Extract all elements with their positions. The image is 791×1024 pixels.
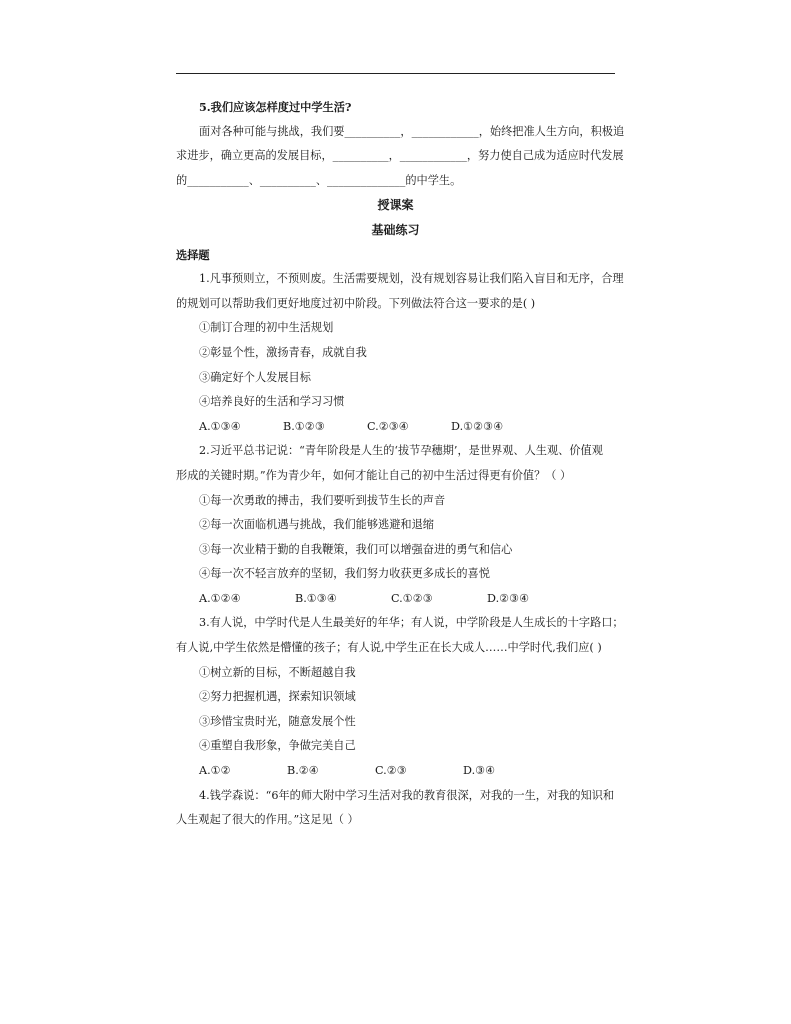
option-d: D.②③④ <box>487 591 530 605</box>
statement-item: ④培养良好的生活和学习习惯 <box>199 395 345 409</box>
statement-item: ②彰显个性，激扬青春，成就自我 <box>199 345 367 359</box>
option-b: B.①②③ <box>283 419 325 433</box>
document-content <box>176 95 625 833</box>
question-4 <box>176 784 615 833</box>
question-stem-line: 3.有人说，中学时代是人生最美好的年华；有人说，中学阶段是人生成长的十字路口； <box>199 616 624 630</box>
heading-lesson-plan: 授课案 <box>377 198 414 213</box>
statement-item: ④重塑自我形象，争做完美自己 <box>199 739 356 753</box>
header-rule <box>176 73 615 74</box>
question-stem-line: 形成的关键时期。”作为青少年，如何才能让自己的初中生活过得更有价值？（ ） <box>176 468 572 482</box>
question-2 <box>176 439 615 611</box>
question-3 <box>176 611 624 783</box>
statement-item: ③确定好个人发展目标 <box>199 370 311 384</box>
statement-item: ④每一次不轻言放弃的坚韧，我们努力收获更多成长的喜悦 <box>199 567 490 581</box>
q5-line-1: 面对各种可能与挑战，我们要__________，____________，始终把准人生方向，积极追 <box>199 124 625 138</box>
option-c: C.②③④ <box>367 419 409 433</box>
question-stem-line: 人生观起了很大的作用。”这足见（ ） <box>176 813 359 827</box>
answer-options <box>176 759 615 784</box>
option-a: A.①②④ <box>199 591 241 605</box>
option-b: B.①③④ <box>295 591 337 605</box>
option-c: C.②③ <box>375 764 407 778</box>
question-stem-line: 的规划可以帮助我们更好地度过初中阶段。下列做法符合这一要求的是( ) <box>176 296 536 310</box>
option-b: B.②④ <box>287 764 319 778</box>
q5-title: 5.我们应该怎样度过中学生活? <box>199 100 352 114</box>
option-c: C.①②③ <box>391 591 433 605</box>
statement-item: ①树立新的目标，不断超越自我 <box>199 665 356 679</box>
statement-item: ①每一次勇敢的搏击，我们要听到拔节生长的声音 <box>199 493 446 507</box>
statement-item: ①制订合理的初中生活规划 <box>199 321 334 335</box>
option-d: D.③④ <box>463 764 496 778</box>
question-stem-line: 1.凡事预则立，不预则废。生活需要规划，没有规划容易让我们陷入盲目和无序，合理 <box>199 272 624 286</box>
answer-options <box>176 587 615 612</box>
statement-item: ②每一次面临机遇与挑战，我们能够逃避和退缩 <box>199 518 434 532</box>
answer-options <box>176 415 615 440</box>
statement-item: ②努力把握机遇，探索知识领域 <box>199 690 356 704</box>
question-stem-line: 2.习近平总书记说：“青年阶段是人生的‘拔节孕穗期’，是世界观、人生观、价值观 <box>199 444 603 458</box>
option-a: A.①② <box>199 764 231 778</box>
question-1 <box>176 267 624 439</box>
heading-basic-practice: 基础练习 <box>371 222 420 237</box>
statement-item: ③每一次业精于勤的自我鞭策，我们可以增强奋进的勇气和信心 <box>199 542 513 556</box>
section-label: 选择题 <box>176 247 210 262</box>
q5-line-2: 求进步，确立更高的发展目标，__________，____________，努力使自己成为适应时代发展 <box>176 149 624 163</box>
question-stem-line: 有人说,中学生依然是懵懂的孩子；有人说,中学生正在长大成人……中学时代,我们应( ) <box>176 641 602 655</box>
statement-item: ③珍惜宝贵时光，随意发展个性 <box>199 714 356 728</box>
question-stem-line: 4.钱学森说：“6年的师大附中学习生活对我的教育很深，对我的一生，对我的知识和 <box>199 788 615 802</box>
q5-line-3: 的___________、__________、______________的中学生。 <box>176 173 462 187</box>
option-d: D.①②③④ <box>451 419 504 433</box>
option-a: A.①③④ <box>199 419 241 433</box>
